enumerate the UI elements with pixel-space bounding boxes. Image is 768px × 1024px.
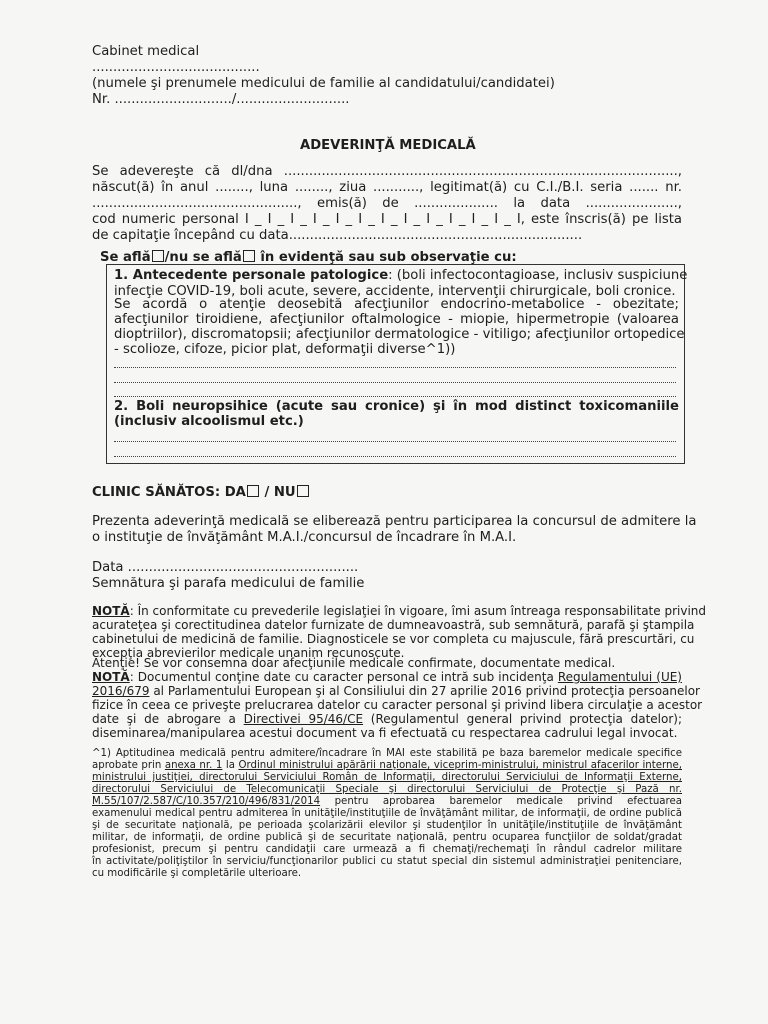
not-in-records-checkbox[interactable] (243, 250, 255, 262)
section1-fill-line[interactable] (114, 395, 676, 397)
intro-line: ................................................., emis(ă) de .................... la data ......................, (92, 196, 682, 211)
clinic-line (92, 485, 310, 500)
section1-line: - scolioze, cifoze, picior plat, deformaţii diverse^1)) (114, 342, 456, 357)
note2-line (92, 670, 682, 684)
purpose-line: o instituţie de învăţământ M.A.I./concursul de încadrare în M.A.I. (92, 530, 517, 545)
intro-line: cod numeric personal I _ I _ I _ I _ I _ I _ I _ I _ I _ I _ I _ I _ I, este înscris(ă) pe lista (92, 212, 682, 227)
directive-link[interactable]: Directivei 95/46/CE (243, 712, 364, 726)
footnote-line: ^1) Aptitudinea medicală pentru admitere/încadrare în MAI este stabilită pe baza baremelor medicale specifice (92, 748, 682, 759)
section2-fill-line[interactable] (114, 440, 676, 442)
intro-line: născut(ă) în anul ........, luna ........, ziua ..........., legitimat(ă) cu C.I./B.I. seria ....... nr. (92, 180, 682, 195)
note1-label: NOTĂ (92, 604, 130, 618)
annex-link[interactable]: anexa nr. 1 (164, 760, 223, 771)
note1-line: acurateţea şi corectitudinea datelor furnizate de dumneavoastră, sub semnătură, parafă şi ştampila (92, 618, 695, 632)
section2-fill-line[interactable] (114, 455, 676, 457)
status-label-no: /nu se află (164, 250, 242, 265)
footnote-text: aprobate prin (92, 760, 165, 771)
section1-line: Se acordă o atenţie deosebită afecţiunilor endocrino-metabolice - obezitate; (114, 297, 679, 312)
section1-first-line (114, 268, 687, 283)
date-field: Data ....................................................... (92, 560, 359, 575)
footnote-line (92, 760, 682, 772)
note2-text: : Documentul conţine date cu caracter personal ce intră sub incidenţa (129, 670, 558, 684)
cabinet-dots: ........................................ (92, 60, 260, 75)
footnote-line: cu modificările şi completările ulterioare. (92, 868, 302, 879)
clinic-label: CLINIC SĂNĂTOS: DA (92, 485, 246, 500)
section2-heading: 2. Boli neuropsihice (acute sau cronice) şi în mod distinct toxicomaniile (114, 399, 679, 414)
note1-text: : În conformitate cu prevederile legislaţiei în vigoare, îmi asum întreaga responsabilitate privind (129, 604, 707, 618)
footnote-text: pentru aprobarea baremelor medicale privind efectuarea (320, 796, 682, 807)
note1-first-line (92, 604, 707, 618)
section1-line: dioptriilor), discromatopsii; afecţiunilor dermatologice - vitiligo; afecţiunilor ortopedice (114, 327, 685, 342)
status-label-rest: în evidenţă sau sub observaţie cu: (255, 250, 517, 265)
in-records-checkbox[interactable] (152, 250, 164, 262)
footnote-line: examenului medical pentru admiterea în unităţile/instituţiile de învăţământ militar, de informaţii, de ordine publică (92, 808, 682, 819)
note2-line (92, 684, 700, 698)
footnote-line: directorului Serviciului de Telecomunicaţii Speciale şi directorului Serviciului de Protecţie şi Pază nr. (92, 784, 682, 795)
doctor-name-caption: (numele şi prenumele medicului de familie al candidatului/candidatei) (92, 76, 555, 91)
document-title: ADEVERINŢĂ MEDICALĂ (300, 138, 476, 153)
section1-fill-line[interactable] (114, 381, 676, 383)
intro-line: Se adevereşte că dl/dna .............................................................................................., (92, 164, 682, 179)
note1-line: cabinetului de medicină de familie. Diagnosticele se vor completa cu majuscule, fără prescurtări, cu (92, 632, 695, 646)
note1-line: Atenţie! Se vor consemna doar afecţiunile medicale confirmate, documentate medical. (92, 656, 616, 670)
clinic-separator: / NU (259, 485, 296, 500)
section2-heading-cont: (inclusiv alcoolismul etc.) (114, 414, 304, 429)
purpose-line: Prezenta adeverinţă medicală se eliberează pentru participarea la concursul de admitere la (92, 514, 697, 529)
footnote-text: la (222, 760, 239, 771)
status-label-yes: Se află (100, 250, 151, 265)
cabinet-label: Cabinet medical (92, 44, 200, 59)
note2-label: NOTĂ (92, 670, 130, 684)
gdpr-regulation-link[interactable]: Regulamentului (UE) (557, 670, 682, 684)
footnote-line: profesionist, precum şi pentru candidaţii care urmează a fi chemaţi/rechemaţi în rândul cadrelor militare (92, 844, 682, 855)
section1-line: afecţiunilor tiroidiene, afecţiunilor oftalmologice - miopie, hipermetropie (valoarea (114, 312, 679, 327)
footnote-line (92, 796, 682, 808)
note2-text: al Parlamentului European şi al Consiliului din 27 aprilie 2016 privind protecţia persoanelor (149, 684, 700, 698)
footnote-line: militar, de informaţii, de ordine publică şi de securitate naţională, pentru ocuparea funcţiilor de soldat/gradat (92, 832, 682, 843)
status-line (100, 250, 517, 265)
clinic-yes-checkbox[interactable] (247, 485, 259, 497)
note2-text: date şi de abrogare a (92, 712, 244, 726)
gdpr-year-link[interactable]: 2016/679 (92, 684, 150, 698)
section1-line: infecţie COVID-19, boli acute, severe, accidente, intervenţii chirurgicale, boli cronice. (114, 284, 676, 299)
registration-number: Nr. ............................/........................... (92, 92, 350, 107)
footnote-line: în activitate/poliţiştilor în serviciu/funcţionarilor publici cu statut special din sistemul administraţiei penitenciare, (92, 856, 682, 867)
order-number-link[interactable]: M.55/107/2.587/C/10.357/210/496/831/2014 (92, 796, 321, 807)
note2-text: (Regulamentul general privind protecţia datelor); (363, 712, 683, 726)
footnote-line: şi de securitate naţională, pe perioada şcolarizării elevilor şi studenţilor în unităţile/instituţiile de învăţământ (92, 820, 682, 831)
clinic-no-checkbox[interactable] (297, 485, 309, 497)
intro-line: de capitaţie începând cu data...................................................................... (92, 228, 583, 243)
note1-line: excepţia abrevierilor medicale unanim recunoscute. (92, 646, 405, 660)
footnote-line: ministrului justiţiei, directorului Serviciului Român de Informaţii, directorului Serviciului de Informaţii Externe, (92, 772, 682, 783)
section1-text: : (boli infectocontagioase, inclusiv suspiciune (388, 268, 688, 283)
note2-line: fizice în ceea ce priveşte prelucrarea datelor cu caracter personal şi privind libera circulaţie a acestor (92, 698, 703, 712)
section1-fill-line[interactable] (114, 366, 676, 368)
note2-line (92, 712, 682, 726)
note2-line: diseminarea/manipularea acestui document va fi efectuată cu respectarea cadrului legal invocat. (92, 726, 678, 740)
section1-heading: 1. Antecedente personale patologice (114, 268, 389, 283)
signature-label: Semnătura şi parafa medicului de familie (92, 576, 365, 591)
order-link[interactable]: Ordinul ministrului apărării naţionale, viceprim-ministrului, ministrul afacerilor interne, (238, 760, 682, 771)
